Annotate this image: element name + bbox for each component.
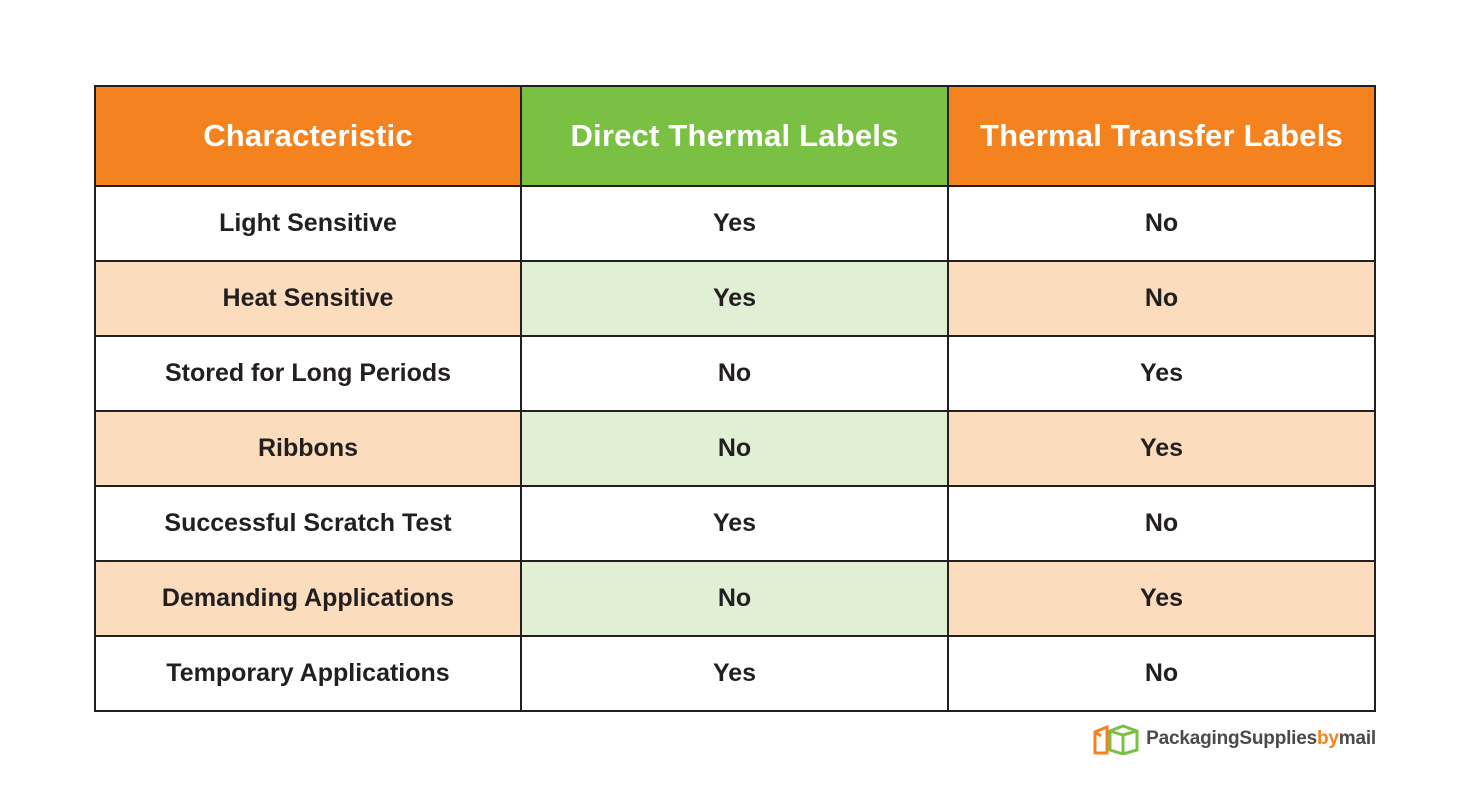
cell-direct-thermal: Yes [521,486,948,561]
cell-thermal-transfer: No [948,636,1375,711]
column-header-direct-thermal: Direct Thermal Labels [521,86,948,186]
cell-thermal-transfer: Yes [948,336,1375,411]
cell-thermal-transfer: Yes [948,411,1375,486]
table-header [95,86,1375,186]
cell-thermal-transfer: Yes [948,561,1375,636]
cell-direct-thermal: Yes [521,636,948,711]
column-header-thermal-transfer: Thermal Transfer Labels [948,86,1375,186]
cell-characteristic: Demanding Applications [95,561,521,636]
brand-logo [1093,722,1376,756]
cell-direct-thermal: No [521,336,948,411]
cell-thermal-transfer: No [948,186,1375,261]
cell-characteristic: Successful Scratch Test [95,486,521,561]
cell-direct-thermal: No [521,561,948,636]
brand-name [1146,728,1376,750]
brand-name-by: by [1317,728,1339,749]
brand-name-main: PackagingSupplies [1146,728,1317,749]
brand-name-mail: mail [1338,728,1376,749]
table-body [95,186,1375,711]
table-header-row [95,86,1375,186]
cell-characteristic: Light Sensitive [95,186,521,261]
comparison-table-container [94,85,1374,712]
cell-thermal-transfer: No [948,261,1375,336]
cell-characteristic: Stored for Long Periods [95,336,521,411]
table-row [95,261,1375,336]
table-row [95,336,1375,411]
cell-characteristic: Heat Sensitive [95,261,521,336]
table-row [95,486,1375,561]
table-row [95,411,1375,486]
cell-direct-thermal: Yes [521,186,948,261]
cell-direct-thermal: Yes [521,261,948,336]
column-header-characteristic: Characteristic [95,86,521,186]
comparison-table [94,85,1376,712]
table-row [95,186,1375,261]
cell-characteristic: Ribbons [95,411,521,486]
table-row [95,561,1375,636]
cell-direct-thermal: No [521,411,948,486]
cell-characteristic: Temporary Applications [95,636,521,711]
open-box-icon [1093,723,1139,755]
cell-thermal-transfer: No [948,486,1375,561]
table-row [95,636,1375,711]
